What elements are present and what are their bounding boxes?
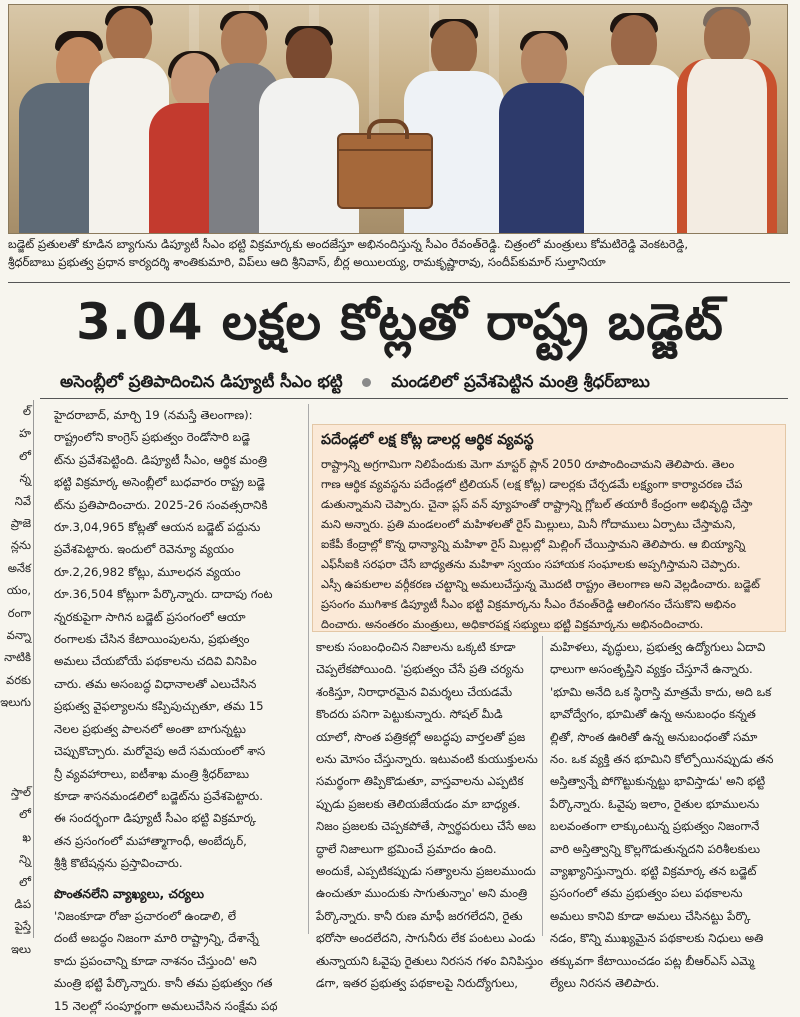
fragment: న్న xyxy=(19,471,31,486)
fragment: లో xyxy=(19,874,31,889)
text-line: అమలు చేయబోయే పథకాలను చదివి వినిపిం xyxy=(54,654,257,669)
adjacent-column-fragment xyxy=(0,400,34,956)
text-line: నం. ఒక వ్యక్తి తన భూమిని కోల్పోయినప్పుడు తన xyxy=(550,752,774,767)
box-line: దించారు. అనంతరం మంత్రులు, అధికారపక్ష సభ్యులు భట్టి విక్రమార్కను అభినందించారు. xyxy=(321,618,704,631)
box-line: ఐకేపీ కేంద్రాల్లో కొన్న ధాన్యాన్ని మహిళా రైస్ మిల్లుల్లో మిల్లింగ్ చేయిస్తామని తెలిపారు. ఆ బియ్యాన్ని xyxy=(321,538,746,551)
text-line: మంత్రి భట్టి పేర్కొన్నారు. కానీ తమ ప్రభుత్వం గత xyxy=(54,976,273,991)
text-line: శ్రీశ్రీ కొటేషన్లను ప్రస్తావించారు. xyxy=(54,856,183,871)
box-line: ఎస్సీ ఉపకులాల వర్గీకరణ చట్టాన్ని అమలుచేస్తున్న మొదటి రాష్ట్రం తెలంగాణ అని వెల్లడించారు. బడ్జెట్ xyxy=(321,578,760,591)
fragment: డిప xyxy=(14,896,31,911)
text-line: నిజం ప్రజలకు చెప్పకపోతే, స్వార్థపరులు చేసే అబ xyxy=(316,819,536,834)
fragment: న్లను xyxy=(10,538,31,553)
fragment: నాటికి xyxy=(4,650,31,665)
text-line: తున్నాయని ఓవైపు రైతులు నిరసన గళం వినిపిస్తుం xyxy=(316,953,544,968)
text-line: భావోద్వేగం, భూమితో ఉన్న అనుబంధం కన్నత xyxy=(550,707,756,722)
text-line: ప్పుడు ప్రజలకు తెలియజేయడం మా బాధ్యత. xyxy=(316,796,521,811)
text-line: వారి అస్తిత్వాన్ని కొల్లగొడుతున్నదని పరిశీలకులు xyxy=(550,841,761,856)
highlight-box xyxy=(312,424,786,632)
text-line: రాష్ట్రంలోని కాంగ్రెస్ ప్రభుత్వం రెండోసారి బడ్జె xyxy=(54,430,251,445)
text-line: న్రీ వ్యవహారాలు, ఐటీశాఖ మంత్రి శ్రీధర్‌బాబు xyxy=(54,766,250,781)
person-8 xyxy=(584,15,684,233)
fragment: ల్ xyxy=(22,404,31,418)
text-line: ద్ధాలే నిజాలుగా భ్రమించే ప్రమాదం ఉంది. xyxy=(316,841,497,856)
fragment: స్తాల్ xyxy=(10,784,31,799)
article-column-2 xyxy=(316,636,544,991)
subhead-left: అసెంబ్లీలో ప్రతిపాదించిన డిప్యూటీ సీఎం భట్టి xyxy=(60,372,343,391)
text-line: చారు. తమ అసంబద్ధ విధానాలతో ఎలుచేసిన xyxy=(54,676,257,691)
column-separator xyxy=(308,404,309,934)
text-line: మహిళలు, వృద్ధులు, ప్రభుత్వ ఉద్యోగులు ఏదావి xyxy=(550,640,766,654)
text-line: భరోసా అందలేదని, సాగునీరు లేక పంటలు ఎండు xyxy=(316,931,536,946)
headline: 3.04 లక్షల కోట్లతో రాష్ట్ర బడ్జెట్ xyxy=(76,293,724,351)
text-line: కాలకు సంబంధించిన నిజాలను ఒక్కటి కూడా xyxy=(316,640,516,654)
text-line: ట్‌ను ప్రవేశపెట్టింది. డిప్యూటీ సీఎం, ఆర్థిక మంత్రి xyxy=(54,452,267,467)
text-line: అందుకే, ఎప్పటికప్పుడు సత్యాలను ప్రజలముందు xyxy=(316,864,536,879)
fragment xyxy=(0,736,34,758)
text-line: ల్యేలు నిరసన తెలిపారు. xyxy=(550,976,660,991)
photo-caption xyxy=(8,235,788,271)
budget-bag xyxy=(337,133,433,209)
box-heading: పదేండ్లలో లక్ష కోట్ల డాలర్ల ఆర్థిక వ్యవస్థ xyxy=(321,432,534,448)
caption-line: శ్రీధర్‌బాబు ప్రభుత్వ ప్రధాన కార్యదర్శి శాంతికుమారి, విప్‌లు ఆది శ్రీనివాస్, బీర్ల అయిలయ్య, రామకృష్ణారావు, సందీప్‌కుమార్ సుల్తానియా xyxy=(8,255,606,269)
text-line: భట్టి విక్రమార్క అసెంబ్లీలో బుధవారం రాష్ట్ర బడ్జె xyxy=(54,475,266,490)
box-line: గాణ ఆర్థిక వ్యవస్థను పదేండ్లలో ట్రిలియన్ (లక్ష కోట్ల) డాలర్లకు చేర్చడమే లక్ష్యంగా కార్యాచరణ చేప xyxy=(321,478,743,491)
subhead-right: మండలిలో ప్రవేశపెట్టిన మంత్రి శ్రీధర్‌బాబు xyxy=(391,372,650,391)
text-line: డగా, ఇతర ప్రభుత్వ పథకాలపై నిరుద్యోగులు, xyxy=(316,976,518,991)
box-line: డుతున్నామని చెప్పారు. చైనా ప్లస్ వన్ వ్యూహంతో రాష్ట్రాన్ని గ్లోబల్ తయారీ కేంద్రంగా అభివృద్ధి చేస్తా xyxy=(321,498,753,511)
text-line: 'భూమి అనేది ఒక స్థిరాస్తి మాత్రమే కాదు, అది ఒక xyxy=(550,684,772,699)
text-line: పేర్కొన్నారు. కానీ రుణ మాఫీ జరగలేదని, రైతు xyxy=(316,908,523,923)
box-line: రాష్ట్రాన్ని అగ్రగామిగా నిలిపేందుకు మెగా మాస్టర్ ప్లాన్ 2050 రూపొందించామని తెలిపారు. తెలం xyxy=(321,458,735,471)
text-line: తక్కువగా కేటాయించడం పట్ల బీఆర్‌ఎస్ ఎమ్మె xyxy=(550,953,755,968)
text-line: కాదు ప్రపంచాన్ని కూడా నాశనం చేస్తుంది' అని xyxy=(54,953,257,968)
divider xyxy=(8,282,790,283)
text-line: రూ.2,26,982 కోట్లు, మూలధన వ్యయం xyxy=(54,564,241,579)
fragment: వరకు xyxy=(6,672,31,687)
divider xyxy=(40,398,788,399)
fragment: నివే xyxy=(14,493,31,508)
text-line: సమర్థంగా తిప్పికొడుతూ, వాస్తవాలను ఎప్పటిక xyxy=(316,774,524,789)
text-line: పేర్కొన్నారు. ఓవైపు ఇలాం, రైతుల భూములను xyxy=(550,796,760,811)
text-line: 'నిజంకూడా రోజా ప్రచారంలో ఉండాలి, లే xyxy=(54,908,237,923)
box-line: ఎఫ్‌సీఐకి సరఫరా చేసే బాధ్యతను మహిళా స్వయం సహాయక సంఘాలకు అప్పగిస్తామని చెప్పారు. xyxy=(321,558,741,571)
fragment: ప్రాజె xyxy=(10,516,31,531)
text-line: బలవంతంగా లాక్కుంటున్న ప్రభుత్వం నిజంగానే xyxy=(550,819,760,834)
fragment: లో xyxy=(19,448,31,463)
text-line: హైదరాబాద్, మార్చి 19 (నమస్తే తెలంగాణ): xyxy=(54,408,253,422)
fragment: రంగా xyxy=(7,605,31,620)
column-separator xyxy=(542,636,543,936)
text-line: రంగాలకు చేసిన కేటాయింపులను, ప్రభుత్వం xyxy=(54,632,250,647)
fragment: వన్నా xyxy=(6,628,31,643)
text-line: యాలో, సొంత పత్రికల్లో అబద్ధపు వార్తలతో ప్రజ xyxy=(316,729,526,744)
text-line: దంటే అబద్ధం నిజంగా మారి రాష్ట్రాన్ని, దేశాన్నే xyxy=(54,931,259,946)
text-line: ట్‌ను ప్రతిపాదించారు. 2025-26 సంవత్సరానికి xyxy=(54,497,268,512)
fragment: హ xyxy=(19,426,31,441)
caption-line: బడ్జెట్ ప్రతులతో కూడిన బ్యాగును డిప్యూటీ సీఎం భట్టి విక్రమార్కకు అందజేస్తూ అభినందిస్తున్న సీఎం రేవంత్‌రెడ్డి. చిత్రంలో మంత్రులు కోమటిరెడ్డి వెంకటరెడ్డి, xyxy=(8,237,689,251)
text-line: ల్లితో, సొంత ఊరితో ఉన్న అనుబంధంతో సమా xyxy=(550,729,758,744)
text-line: రూ.36,504 కోట్లుగా పేర్కొన్నారు. దాదాపు గంట xyxy=(54,587,273,602)
text-line: లను మోసం చేస్తున్నారు. ఇటువంటి కుయుక్తులను xyxy=(316,752,538,767)
text-line: కొందరు పనిగా పెట్టుకున్నారు. సోషల్ మీడి xyxy=(316,707,503,722)
article-column-3 xyxy=(550,636,786,991)
fragment: పైస్తే xyxy=(14,919,31,934)
text-line: నెలల ప్రభుత్వ పాలనలో అంతా బాగున్నట్టు xyxy=(54,721,246,736)
text-line: అస్తిత్వాన్నే పోగొట్టుకున్నట్టు భావిస్తాడు' అని భట్టి xyxy=(550,774,766,789)
box-line: ప్రసంగం ముగిశాక డిప్యూటీ సీఎం భట్టి విక్రమార్కను సీఎం రేవంత్‌రెడ్డి ఆలింగనం చేసుకొని అభినం xyxy=(321,598,736,611)
person-9 xyxy=(677,9,777,233)
text-line: ఉంచుతూ ముందుకు సాగుతున్నాం' అని మంత్రి xyxy=(316,886,528,901)
subheadline xyxy=(60,370,790,394)
text-line: ప్రసంగంలో తమ ప్రభుత్వం పలు పథకాలను xyxy=(550,886,743,901)
fragment: ఖ xyxy=(22,829,31,844)
text-line: న్నరకుపైగా సాగిన బడ్జెట్ ప్రసంగంలో ఆయా xyxy=(54,609,246,624)
fragment: ఇలు xyxy=(10,941,31,956)
fragment: ఇలుగు xyxy=(0,695,31,710)
text-line: శంకిస్తూ, నిరాధారమైన విమర్శలు చేయడమే xyxy=(316,684,513,699)
fragment: యం, xyxy=(6,583,31,598)
text-line: చెప్పుకొచ్చారు. మరోవైపు అదే సమయంలో శాస xyxy=(54,744,266,759)
text-line: అమలు కానివి కూడా అమలు చేసినట్టు పేర్కొ xyxy=(550,908,751,923)
text-line: 15 నెలల్లో సంపూర్ణంగా అమలుచేసిన సంక్షేమ పథ xyxy=(54,998,278,1013)
text-line: నడం, కొన్ని ముఖ్యమైన పథకాలకు నిధులు అతి xyxy=(550,931,764,946)
text-line: ప్రభుత్వ వైఫల్యాలను కప్పిపుచ్చుతూ, తమ 15 xyxy=(54,699,264,714)
text-line: వ్యాఖ్యానిస్తున్నారు. భట్టి విక్రమార్క తన బడ్జెట్ xyxy=(550,864,757,879)
news-photo xyxy=(8,4,788,234)
person-7 xyxy=(499,33,589,233)
text-line: కూడా శాసనమండలిలో బడ్జెట్‌ను ప్రవేశపెట్టారు. xyxy=(54,788,263,803)
text-line: తన ప్రసంగంలో మహాత్మాగాంధీ, అంబేద్కర్, xyxy=(54,833,247,848)
bullet-icon xyxy=(362,378,371,387)
fragment xyxy=(0,714,34,736)
section-subheading: పొంతనలేని వ్యాఖ్యలు, చర్యలు xyxy=(54,885,205,901)
box-line: మని అన్నారు. ప్రతి మండలంలో మహిళలతో రైస్ మిల్లులు, మినీ గోదాములు ఏర్పాటు చేస్తామని, xyxy=(321,518,736,531)
text-line: ఈ సందర్భంగా డిప్యూటీ సీఎం భట్టి విక్రమార్క xyxy=(54,811,256,826)
text-line: ధాలుగా అసంతృప్తిని వ్యక్తం చేస్తూనే ఉన్నారు. xyxy=(550,662,753,677)
fragment: న్ని xyxy=(19,852,31,867)
article-column-1 xyxy=(54,404,306,1013)
text-line: ప్రవేశపెట్టారు. ఇందులో రెవెన్యూ వ్యయం xyxy=(54,542,234,557)
fragment: అనేక xyxy=(7,560,31,575)
text-line: రూ.3,04,965 కోట్లతో ఆయన బడ్జెట్ పద్దును xyxy=(54,520,261,535)
fragment: లో xyxy=(19,807,31,822)
fragment xyxy=(0,759,34,781)
text-line: చెప్పలేకపోయింది. 'ప్రభుత్వం చేసే ప్రతి చర్యను xyxy=(316,662,524,677)
